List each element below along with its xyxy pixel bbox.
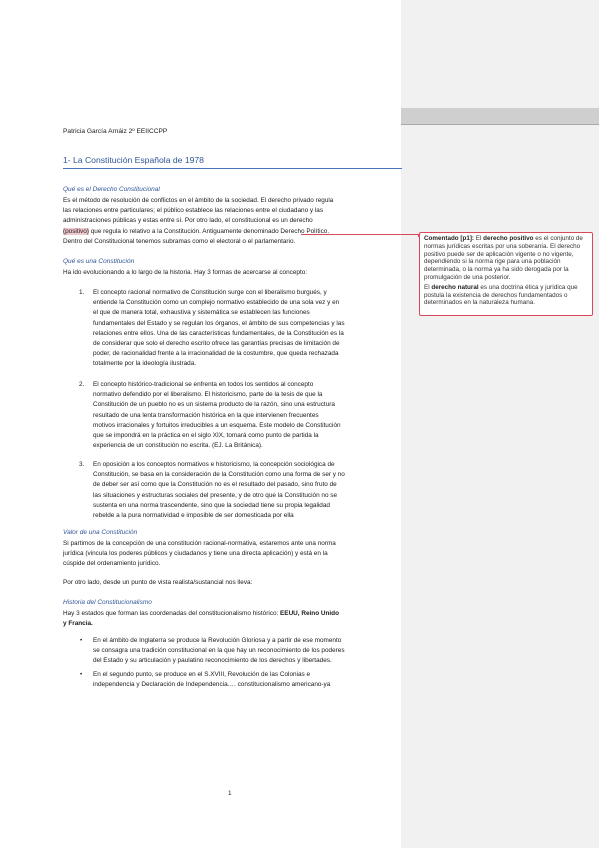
paragraph-derecho-constitucional: Es el método de resolución de conflictos en el ámbito de la sociedad. El derecho privado regula las relaciones entre particulares; el público establece las relaciones entre el ciudadano y las administraciones públicas y estas entre sí. Por otro lado, el constitucional es un derecho (positivo) que regula lo relativo a la Constitución. Antiguamente denominado Derecho Político. Dentro del Constitucional tenemos subramas como el electoral o el parlamentario. bbox=[63, 197, 334, 245]
list-item-inglaterra: En el ámbito de Inglaterra se produce la Revolución Gloriosa y a partir de ese momento se consagra una tradición constitucional en la que hay un reconocimiento de los poderes del Estado y su articulación y paulatino reconocimiento de los derechos y libertades. bbox=[93, 637, 345, 665]
comment-term-positive: derecho positivo bbox=[483, 235, 534, 242]
comments-margin-header bbox=[401, 108, 599, 125]
section-heading-derecho-constitucional: Qué es el Derecho Constitucional bbox=[63, 186, 160, 193]
comment-term-natural: derecho natural bbox=[431, 283, 479, 291]
paragraph-punto-vista-realista: Por otro lado, desde un punto de vista realista/sustancial nos lleva: bbox=[63, 579, 253, 586]
section-heading-valor-constitucion: Valor de una Constitución bbox=[63, 529, 138, 536]
list-number-2: 2. bbox=[79, 381, 85, 388]
list-number-1: 1. bbox=[79, 289, 85, 296]
list-item-sociologica: En oposición a los conceptos normativos e historicismo, la concepción sociológica de Constitución, se basa en la consideración de la Constitución como una forma de ser y no de deber ser así como que la Constitución no es el resultado del pasado, sino fruto de las situaciones y estructuras sociales del presente, y de otro que la Constitución no se sustenta en una norma trascendente, sino que la sociedad tiene su propia legalidad rebelde a la pura normatividad e imposible de ser domesticada por ella bbox=[93, 461, 345, 520]
bullet-inglaterra: • bbox=[80, 637, 83, 644]
comments-margin bbox=[401, 0, 599, 848]
comment-paragraph-1: Comentado [p1]: El derecho positivo es el conjunto de normas jurídicas escritas por una soberanía. El derecho positivo puede ser de aplicación vigente o no vigente, dependiendo si la norma rige para una población determinada, o la norma ya ha sido derogada por la promulgación de una posterior. bbox=[424, 235, 583, 281]
commented-text-highlight[interactable]: (positivo) bbox=[63, 227, 89, 235]
comment-paragraph-2: El derecho natural es una doctrina ética y jurídica que postula la existencia de derechos fundamentados o determinados en la naturaleza humana. bbox=[424, 283, 578, 307]
section-heading-historia-constitucionalismo: Historia del Constitucionalismo bbox=[63, 599, 152, 606]
comment-tag: Comentado [p1]: bbox=[424, 235, 475, 242]
list-item-historico-tradicional: El concepto histórico-tradicional se enfrenta en todos los sentidos al concepto normativo defendido por el liberalismo. El historicismo, parte de la tesis de que la Constitución de un pueblo no es un sistema producto de la razón, sino una estructura resultado de una lenta transformación histórica en la que intervienen frecuentes motivos irracionales y fortuitos irreducibles a un esquema. Este modelo de Constitución que se impondrá en la práctica en el siglo XIX, tomará como punto de partida la experiencia de un constitución no escrita. (EJ. La Británica). bbox=[93, 381, 341, 450]
section-heading-que-es-constitucion: Qué es una Constitución bbox=[63, 258, 135, 265]
author-line: Patricia García Arnáiz 2º EEIICCPP bbox=[63, 128, 168, 135]
paragraph-intro-constitucion: Ha ido evolucionando a lo largo de la historia. Hay 3 formas de acercarse al concepto: bbox=[63, 269, 308, 276]
page-number: 1 bbox=[228, 790, 232, 797]
bold-countries: EEUU, Reino Unido bbox=[280, 610, 339, 617]
list-item-racional-normativo: El concepto racional normativo de Constitución surge con el liberalismo burgués, y entiende la Constitución como un complejo normativo establecido de una sola vez y en el que de manera total, exhaustiva y sistemática se establecen las funciones fundamentales del Estado y se regulan los órganos, el ámbito de sus competencias y las relaciones entre ellos. Una de las características fundamentales, de la Constitución es la de considerar que solo el derecho escrito ofrece las garantías precisas de limitación de poder, de racionalidad frente a la irracionalidad de la costumbre, que queda rechazada totalmente por la ideología ilustrada. bbox=[93, 289, 345, 368]
comments-margin-divider bbox=[401, 124, 599, 125]
bullet-segundo-punto: • bbox=[80, 671, 83, 678]
paragraph-valor-constitucion: Si partimos de la concepción de una constitución racional-normativa, estaremos ante una norma jurídica (vincula los poderes públicos y ciudadanos y tiene una directa aplicación) y está en la cúspide del ordenamiento jurídico. bbox=[63, 540, 336, 568]
paragraph-historia-intro: Hay 3 estados que forman las coordenadas del constitucionalismo histórico: EEUU, Reino Unido y Francia. bbox=[63, 610, 339, 628]
list-number-3: 3. bbox=[79, 461, 85, 468]
title-rule bbox=[63, 168, 402, 169]
comment-balloon[interactable] bbox=[419, 232, 593, 316]
document-title: 1- La Constitución Española de 1978 bbox=[63, 155, 204, 165]
list-item-segundo-punto: En el segundo punto, se produce en el S.XVIII, Revolución de las Colonias e independencia y Declaración de Independencia…. constitucionalismo americano-ya bbox=[93, 671, 331, 689]
